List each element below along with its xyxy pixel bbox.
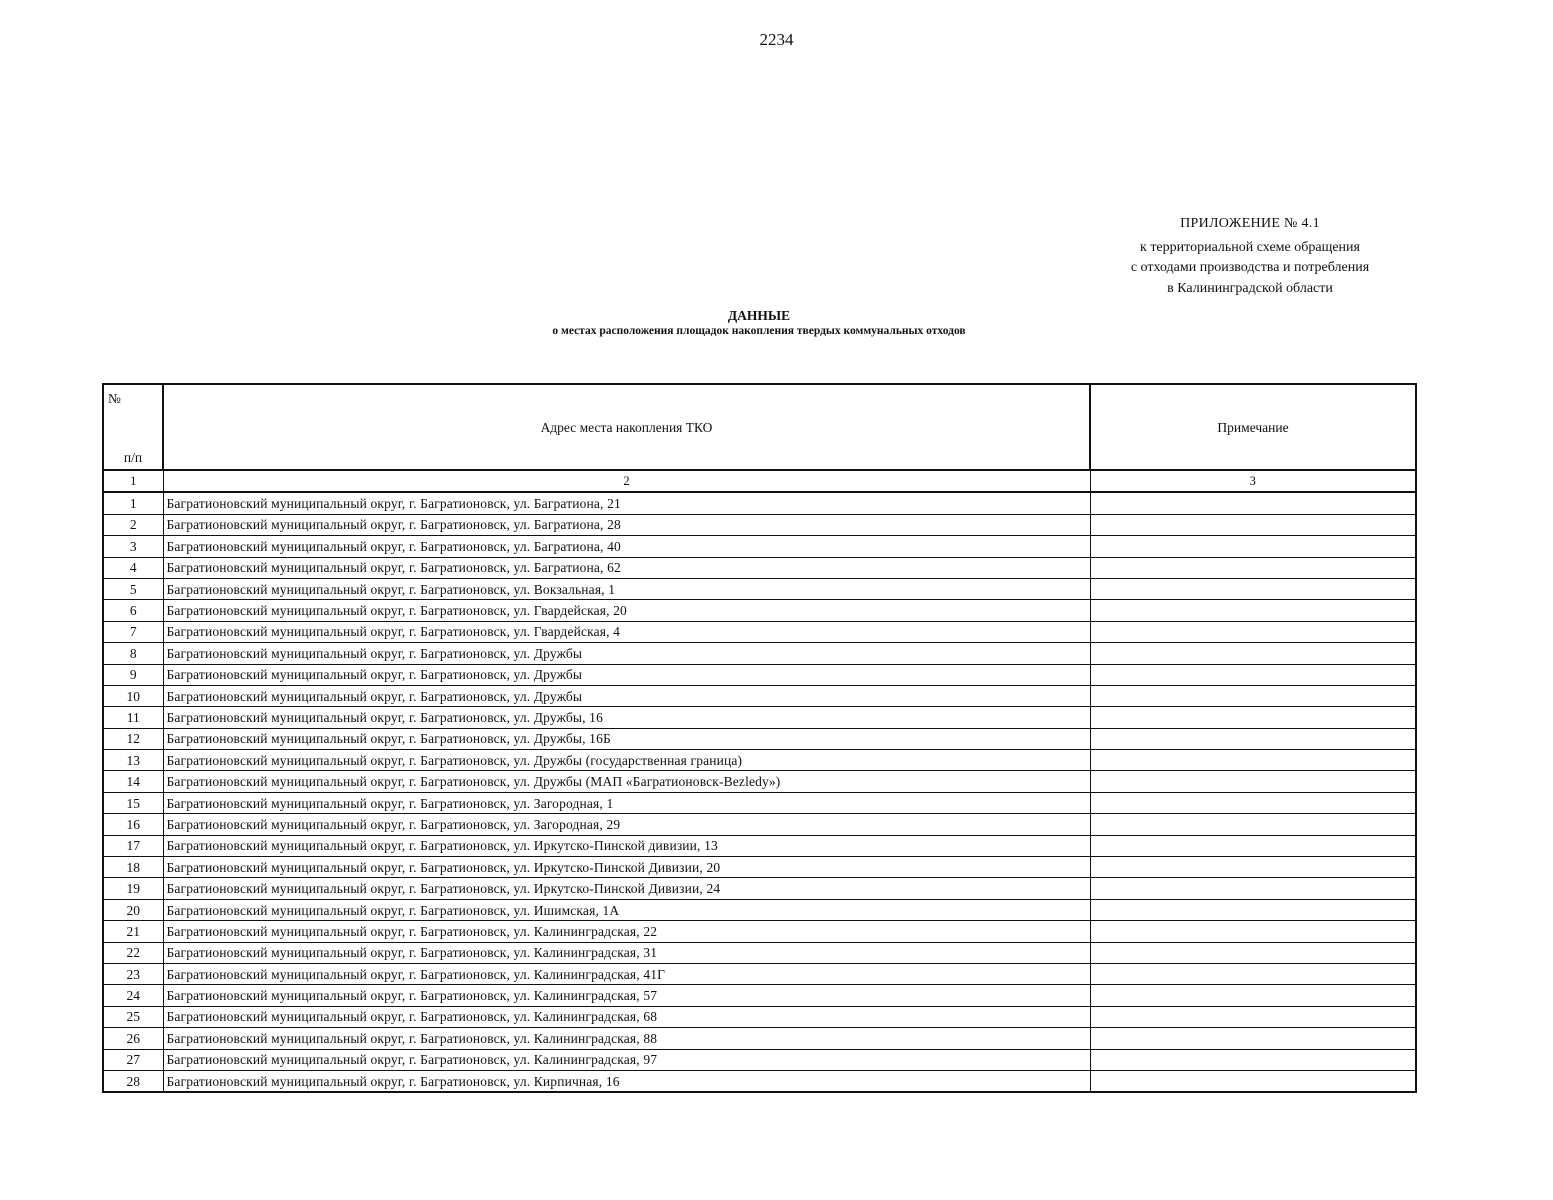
row-note — [1090, 578, 1416, 599]
document-heading — [0, 307, 1518, 339]
row-number: 27 — [103, 1049, 163, 1070]
row-address: Багратионовский муниципальный округ, г. Багратионовск, ул. Гвардейская, 20 — [163, 600, 1090, 621]
number-pp: п/п — [123, 450, 143, 465]
row-note — [1090, 878, 1416, 899]
row-number: 16 — [103, 814, 163, 835]
row-address: Багратионовский муниципальный округ, г. Багратионовск, ул. Дружбы — [163, 685, 1090, 706]
row-address: Багратионовский муниципальный округ, г. Багратионовск, ул. Иркутско-Пинской Дивизии, 20 — [163, 857, 1090, 878]
row-address: Багратионовский муниципальный округ, г. Багратионовск, ул. Багратиона, 21 — [163, 492, 1090, 514]
row-note — [1090, 942, 1416, 963]
row-note — [1090, 921, 1416, 942]
table-row — [103, 771, 1416, 792]
table-row — [103, 557, 1416, 578]
row-address: Багратионовский муниципальный округ, г. Багратионовск, ул. Иркутско-Пинской Дивизии, 24 — [163, 878, 1090, 899]
row-note — [1090, 985, 1416, 1006]
table-row — [103, 536, 1416, 557]
row-address: Багратионовский муниципальный округ, г. Багратионовск, ул. Загородная, 1 — [163, 792, 1090, 813]
table-row — [103, 921, 1416, 942]
row-address: Багратионовский муниципальный округ, г. Багратионовск, ул. Калининградская, 41Г — [163, 963, 1090, 984]
row-number: 6 — [103, 600, 163, 621]
row-note — [1090, 621, 1416, 642]
row-address: Багратионовский муниципальный округ, г. Багратионовск, ул. Дружбы, 16 — [163, 707, 1090, 728]
row-note — [1090, 707, 1416, 728]
document-subtitle: о местах расположения площадок накопления твердых коммунальных отходов — [552, 325, 966, 337]
row-note — [1090, 814, 1416, 835]
row-note — [1090, 1028, 1416, 1049]
row-address: Багратионовский муниципальный округ, г. Багратионовск, ул. Калининградская, 31 — [163, 942, 1090, 963]
table-row — [103, 643, 1416, 664]
row-note — [1090, 643, 1416, 664]
table-row — [103, 664, 1416, 685]
table-row — [103, 1028, 1416, 1049]
row-note — [1090, 792, 1416, 813]
table-row — [103, 942, 1416, 963]
table-row — [103, 492, 1416, 514]
row-number: 28 — [103, 1070, 163, 1092]
appendix-title: ПРИЛОЖЕНИЕ № 4.1 — [1180, 216, 1320, 231]
column-number: 2 — [163, 470, 1090, 492]
table-row — [103, 707, 1416, 728]
appendix-line: с отходами производства и потребления — [1130, 260, 1370, 275]
table-row — [103, 985, 1416, 1006]
row-address: Багратионовский муниципальный округ, г. Багратионовск, ул. Дружбы — [163, 643, 1090, 664]
table-row — [103, 750, 1416, 771]
row-number: 1 — [103, 492, 163, 514]
row-number: 11 — [103, 707, 163, 728]
table-row — [103, 600, 1416, 621]
row-number: 23 — [103, 963, 163, 984]
row-number: 5 — [103, 578, 163, 599]
table-row — [103, 685, 1416, 706]
row-number: 10 — [103, 685, 163, 706]
row-address: Багратионовский муниципальный округ, г. Багратионовск, ул. Калининградская, 22 — [163, 921, 1090, 942]
appendix-line: к территориальной схеме обращения — [1140, 239, 1360, 255]
row-address: Багратионовский муниципальный округ, г. Багратионовск, ул. Дружбы (государственная граница) — [163, 750, 1090, 771]
row-number: 9 — [103, 664, 163, 685]
appendix-block — [1080, 214, 1420, 299]
row-address: Багратионовский муниципальный округ, г. Багратионовск, ул. Кирпичная, 16 — [163, 1070, 1090, 1092]
table-row — [103, 899, 1416, 920]
row-number: 18 — [103, 857, 163, 878]
row-note — [1090, 899, 1416, 920]
table-row — [103, 621, 1416, 642]
table-row — [103, 835, 1416, 856]
row-address: Багратионовский муниципальный округ, г. Багратионовск, ул. Иркутско-Пинской дивизии, 13 — [163, 835, 1090, 856]
row-number: 2 — [103, 514, 163, 535]
document-title: ДАННЫЕ — [727, 308, 791, 323]
row-number: 20 — [103, 899, 163, 920]
row-number: 3 — [103, 536, 163, 557]
row-number: 19 — [103, 878, 163, 899]
table-row — [103, 792, 1416, 813]
row-note — [1090, 557, 1416, 578]
row-address: Багратионовский муниципальный округ, г. Багратионовск, ул. Дружбы (МАП «Багратионовск-Bezledy») — [163, 771, 1090, 792]
row-note — [1090, 771, 1416, 792]
row-address: Багратионовский муниципальный округ, г. Багратионовск, ул. Калининградская, 97 — [163, 1049, 1090, 1070]
row-address: Багратионовский муниципальный округ, г. Багратионовск, ул. Калининградская, 57 — [163, 985, 1090, 1006]
column-number: 3 — [1090, 470, 1416, 492]
row-number: 7 — [103, 621, 163, 642]
table-row — [103, 814, 1416, 835]
row-number: 4 — [103, 557, 163, 578]
page-number: 2234 — [759, 30, 794, 49]
row-address: Багратионовский муниципальный округ, г. Багратионовск, ул. Гвардейская, 4 — [163, 621, 1090, 642]
row-number: 14 — [103, 771, 163, 792]
column-header-note: Примечание — [1090, 384, 1416, 470]
table-row — [103, 728, 1416, 749]
row-note — [1090, 728, 1416, 749]
row-note — [1090, 835, 1416, 856]
row-note — [1090, 1070, 1416, 1092]
waste-sites-table — [102, 383, 1417, 1093]
row-number: 8 — [103, 643, 163, 664]
table-row — [103, 1070, 1416, 1092]
row-number: 15 — [103, 792, 163, 813]
number-sign: № — [108, 391, 121, 406]
row-number: 25 — [103, 1006, 163, 1027]
table-row — [103, 514, 1416, 535]
row-address: Багратионовский муниципальный округ, г. Багратионовск, ул. Загородная, 29 — [163, 814, 1090, 835]
table-row — [103, 878, 1416, 899]
row-note — [1090, 857, 1416, 878]
row-note — [1090, 685, 1416, 706]
table-header-row — [103, 384, 1416, 470]
row-address: Багратионовский муниципальный округ, г. Багратионовск, ул. Калининградская, 68 — [163, 1006, 1090, 1027]
column-numbering-row — [103, 470, 1416, 492]
table-row — [103, 578, 1416, 599]
row-number: 22 — [103, 942, 163, 963]
row-number: 17 — [103, 835, 163, 856]
table-row — [103, 857, 1416, 878]
column-number: 1 — [103, 470, 163, 492]
column-header-number — [103, 384, 163, 470]
table-row — [103, 963, 1416, 984]
row-note — [1090, 492, 1416, 514]
row-note — [1090, 536, 1416, 557]
row-note — [1090, 1006, 1416, 1027]
row-note — [1090, 750, 1416, 771]
table-row — [103, 1006, 1416, 1027]
row-address: Багратионовский муниципальный округ, г. Багратионовск, ул. Вокзальная, 1 — [163, 578, 1090, 599]
row-note — [1090, 1049, 1416, 1070]
row-number: 13 — [103, 750, 163, 771]
row-address: Багратионовский муниципальный округ, г. Багратионовск, ул. Ишимская, 1А — [163, 899, 1090, 920]
table-row — [103, 1049, 1416, 1070]
row-note — [1090, 664, 1416, 685]
row-number: 21 — [103, 921, 163, 942]
row-note — [1090, 600, 1416, 621]
row-number: 24 — [103, 985, 163, 1006]
row-address: Багратионовский муниципальный округ, г. Багратионовск, ул. Багратиона, 40 — [163, 536, 1090, 557]
row-address: Багратионовский муниципальный округ, г. Багратионовск, ул. Багратиона, 62 — [163, 557, 1090, 578]
row-address: Багратионовский муниципальный округ, г. Багратионовск, ул. Багратиона, 28 — [163, 514, 1090, 535]
row-note — [1090, 963, 1416, 984]
column-header-address: Адрес места накопления ТКО — [163, 384, 1090, 470]
row-number: 12 — [103, 728, 163, 749]
row-note — [1090, 514, 1416, 535]
row-address: Багратионовский муниципальный округ, г. Багратионовск, ул. Дружбы — [163, 664, 1090, 685]
row-address: Багратионовский муниципальный округ, г. Багратионовск, ул. Калининградская, 88 — [163, 1028, 1090, 1049]
row-number: 26 — [103, 1028, 163, 1049]
appendix-line: в Калининградской области — [1167, 280, 1333, 296]
row-address: Багратионовский муниципальный округ, г. Багратионовск, ул. Дружбы, 16Б — [163, 728, 1090, 749]
